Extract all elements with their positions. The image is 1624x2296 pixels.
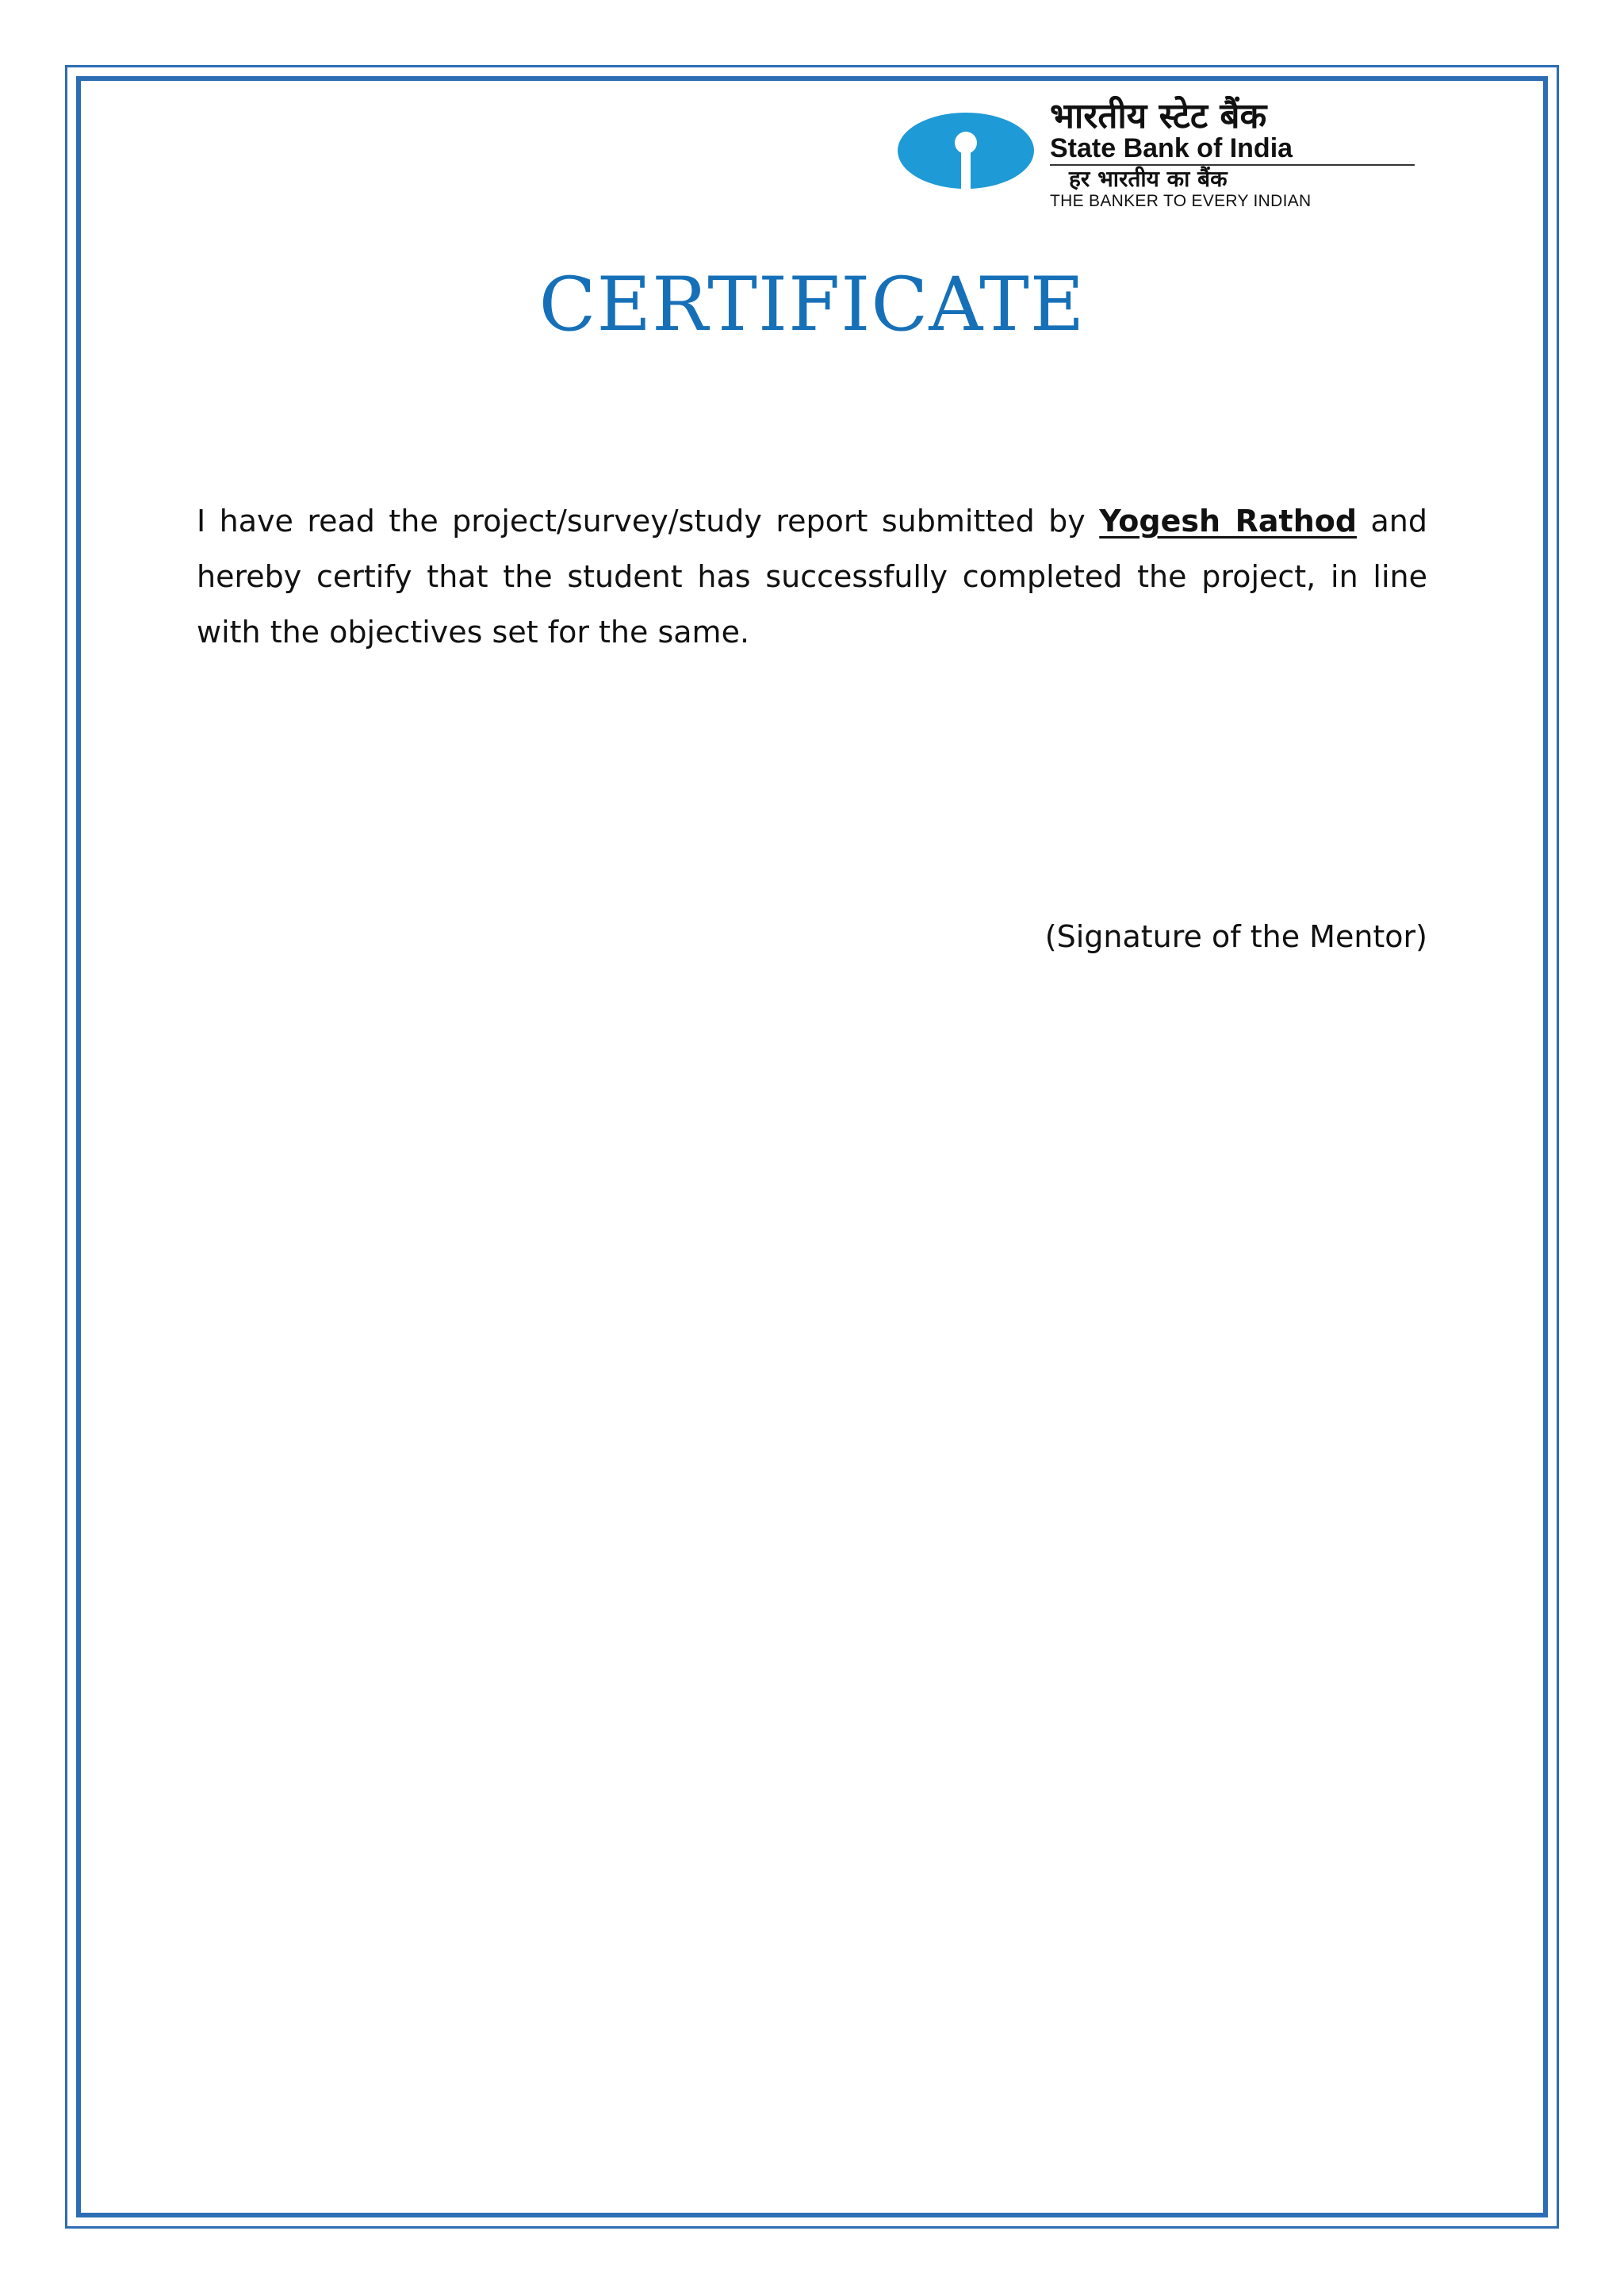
sbi-logo	[896, 96, 1419, 210]
certificate-title: CERTIFICATE	[538, 262, 1086, 348]
mentor-signature-label: (Signature of the Mentor)	[1044, 919, 1427, 954]
sbi-logo-icon	[896, 111, 1036, 190]
inner-page-border	[76, 76, 1548, 2217]
logo-hindi-tagline: हर भारतीय का बैंक	[1069, 166, 1228, 192]
certificate-text-end: and hereby certify that the student has successfully completed the project, in line with the objectives set for the same.	[197, 504, 1427, 650]
certificate-text-start: I have read the project/survey/study report submitted by	[197, 504, 1100, 539]
logo-english-name: State Bank of India	[1050, 134, 1415, 166]
logo-english-tagline: THE BANKER TO EVERY INDIAN	[1050, 192, 1312, 210]
logo-text-block	[1047, 96, 1419, 210]
logo-hindi-name: भारतीय स्टेट बैंक	[1050, 96, 1267, 136]
certificate-body	[197, 493, 1427, 660]
student-name: Yogesh Rathod	[1099, 504, 1358, 539]
